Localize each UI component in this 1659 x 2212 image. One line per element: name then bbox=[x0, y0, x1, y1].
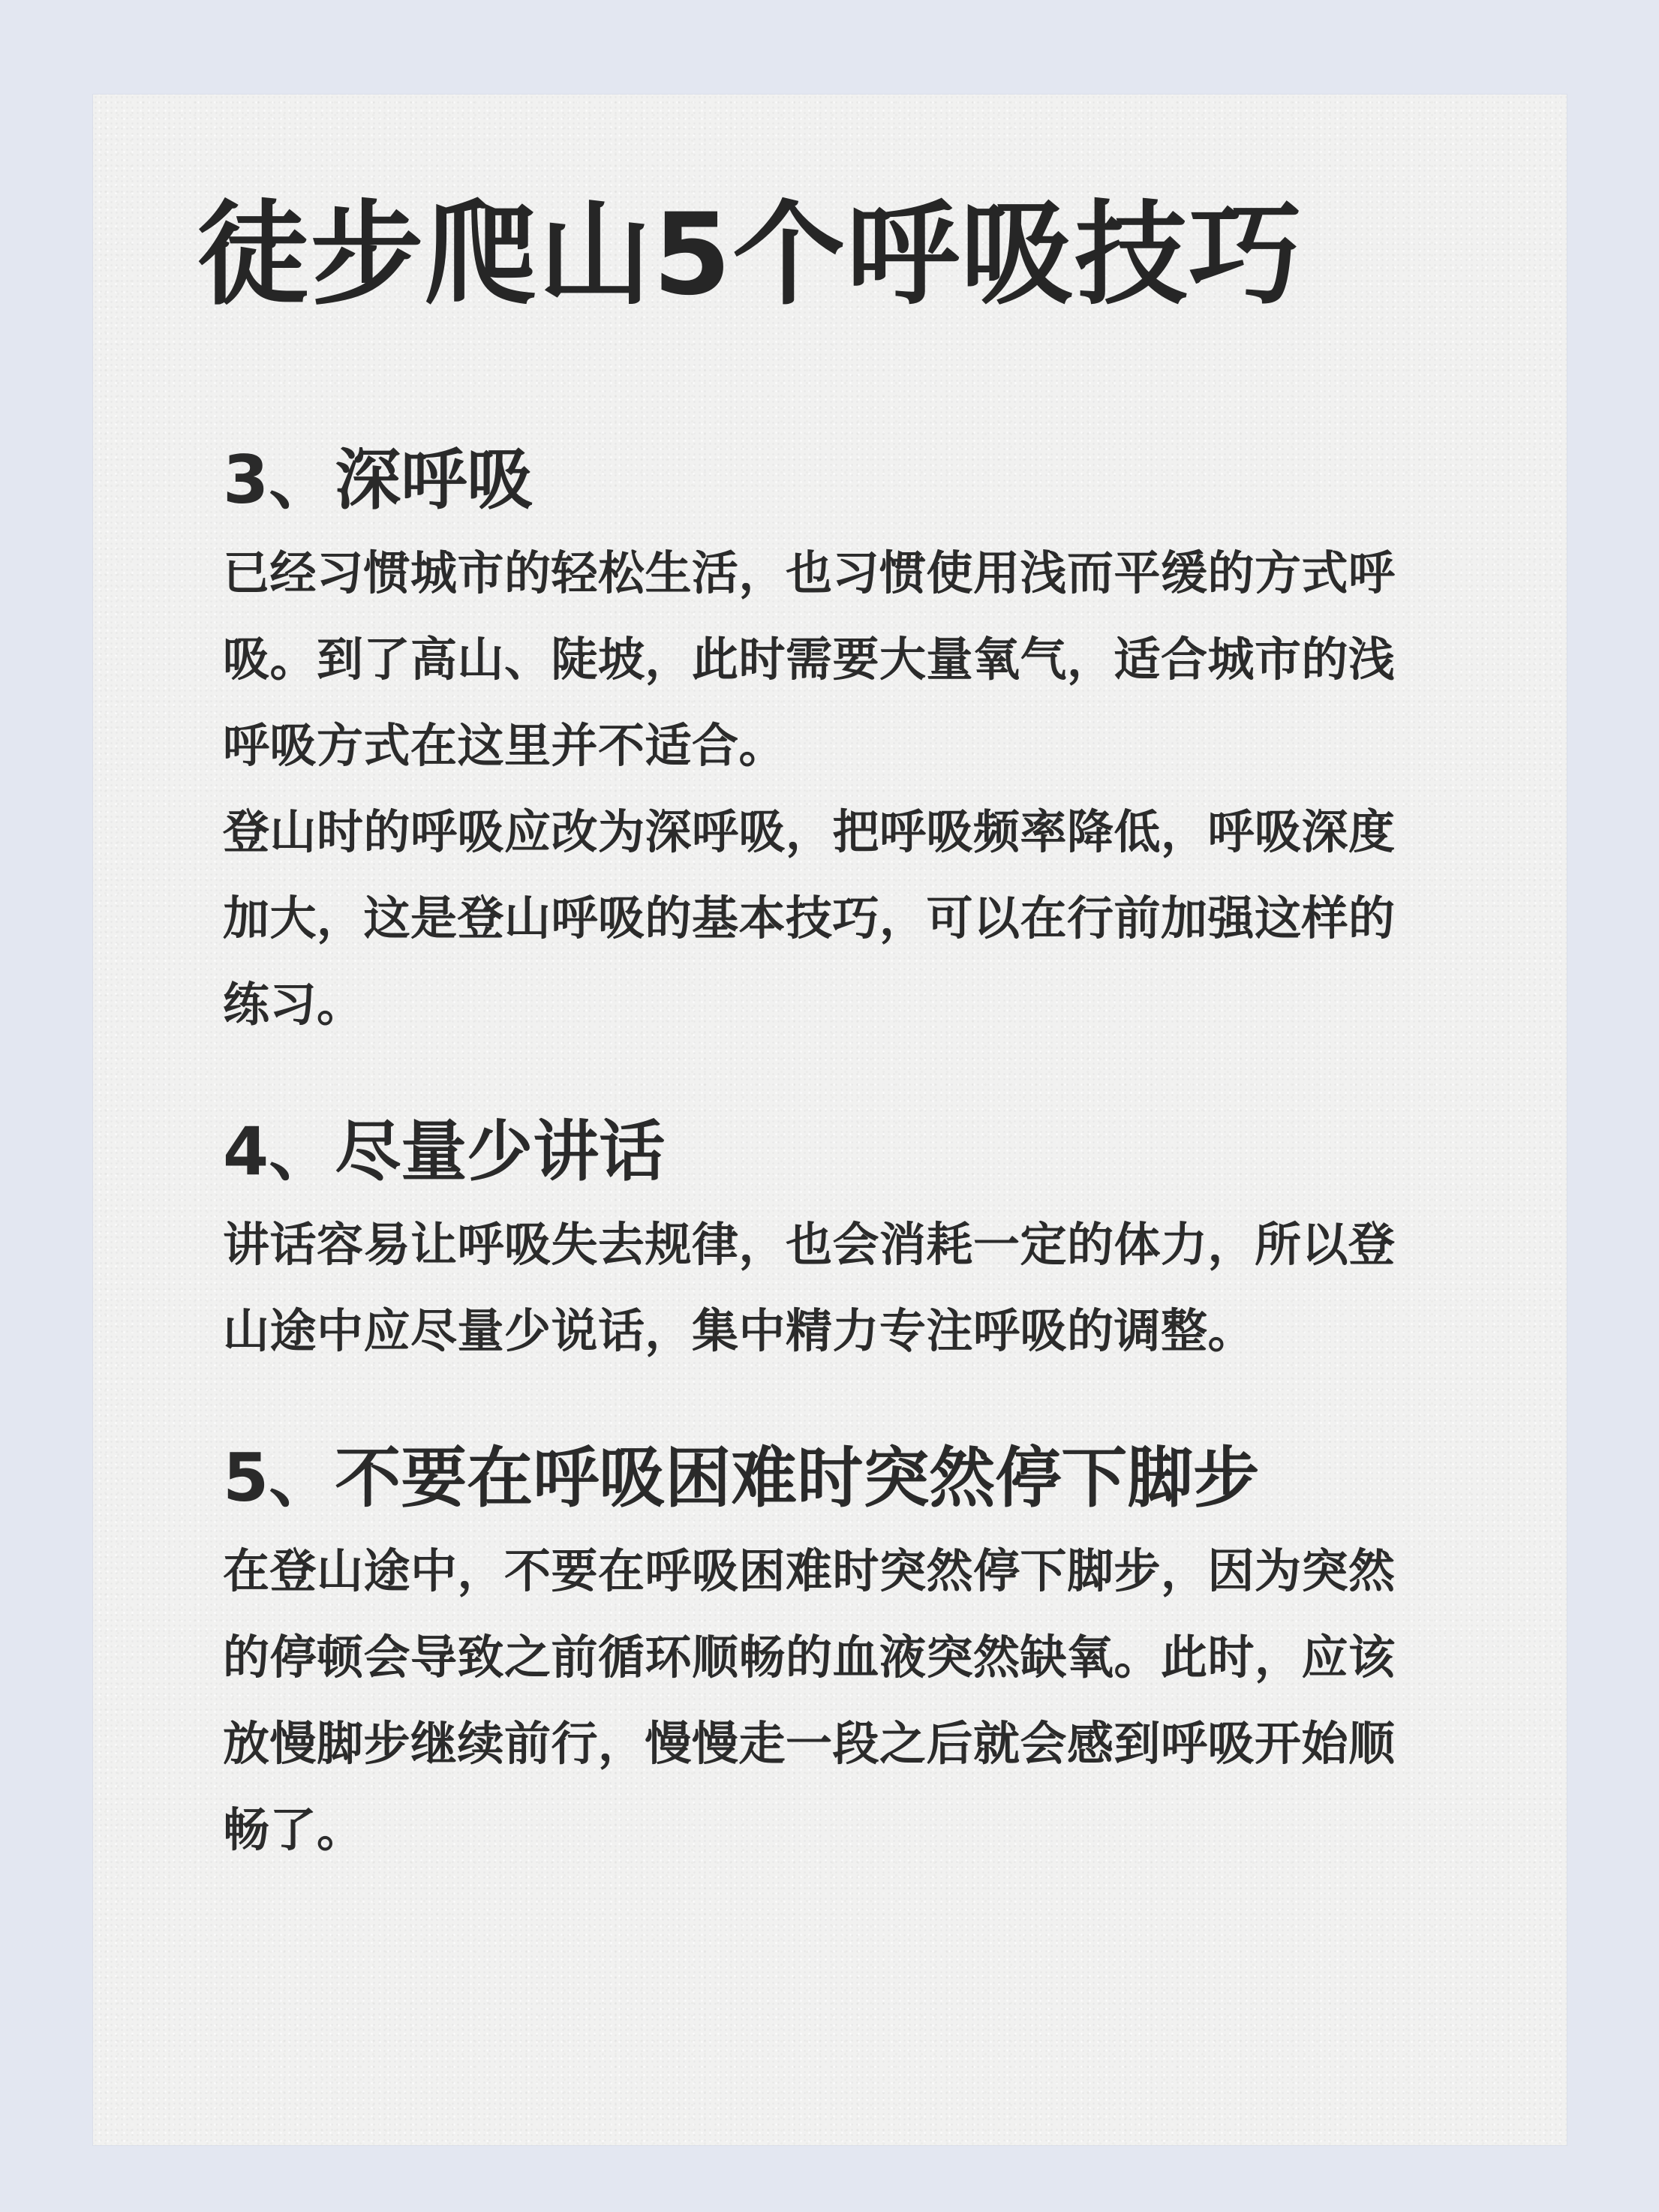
text-line: 呼吸方式在这里并不适合。 bbox=[223, 718, 786, 773]
text-line: 放慢脚步继续前行，慢慢走一段之后就会感到呼吸开始顺 bbox=[223, 1716, 1396, 1771]
section-paragraph bbox=[223, 789, 1491, 1047]
section-deep-breathing bbox=[223, 435, 1491, 1047]
text-line: 吸。到了高山、陡坡，此时需要大量氧气，适合城市的浅 bbox=[223, 632, 1396, 687]
section-talk-less bbox=[223, 1107, 1491, 1374]
text-line: 加大，这是登山呼吸的基本技巧，可以在行前加强这样的 bbox=[223, 891, 1396, 945]
text-line: 已经习惯城市的轻松生活，也习惯使用浅而平缓的方式呼 bbox=[223, 545, 1396, 600]
text-line: 山途中应尽量少说话，集中精力专注呼吸的调整。 bbox=[223, 1303, 1255, 1358]
text-line: 讲话容易让呼吸失去规律，也会消耗一定的体力，所以登 bbox=[223, 1217, 1396, 1272]
text-line: 畅了。 bbox=[223, 1802, 364, 1857]
text-line: 的停顿会导致之前循环顺畅的血液突然缺氧。此时，应该 bbox=[223, 1630, 1396, 1685]
text-line: 练习。 bbox=[223, 977, 364, 1032]
section-heading: 4、尽量少讲话 bbox=[223, 1113, 666, 1190]
section-heading: 5、不要在呼吸困难时突然停下脚步 bbox=[223, 1439, 1260, 1516]
page-title: 徒步爬山5个呼吸技巧 bbox=[197, 190, 1303, 320]
text-line: 登山时的呼吸应改为深呼吸，把呼吸频率降低，呼吸深度 bbox=[223, 804, 1396, 859]
section-heading: 3、深呼吸 bbox=[223, 441, 533, 518]
text-line: 在登山途中，不要在呼吸困难时突然停下脚步，因为突然 bbox=[223, 1543, 1396, 1598]
section-paragraph bbox=[223, 1201, 1491, 1374]
section-dont-stop-suddenly bbox=[223, 1433, 1491, 1873]
section-paragraph bbox=[223, 530, 1491, 789]
section-paragraph bbox=[223, 1528, 1491, 1873]
